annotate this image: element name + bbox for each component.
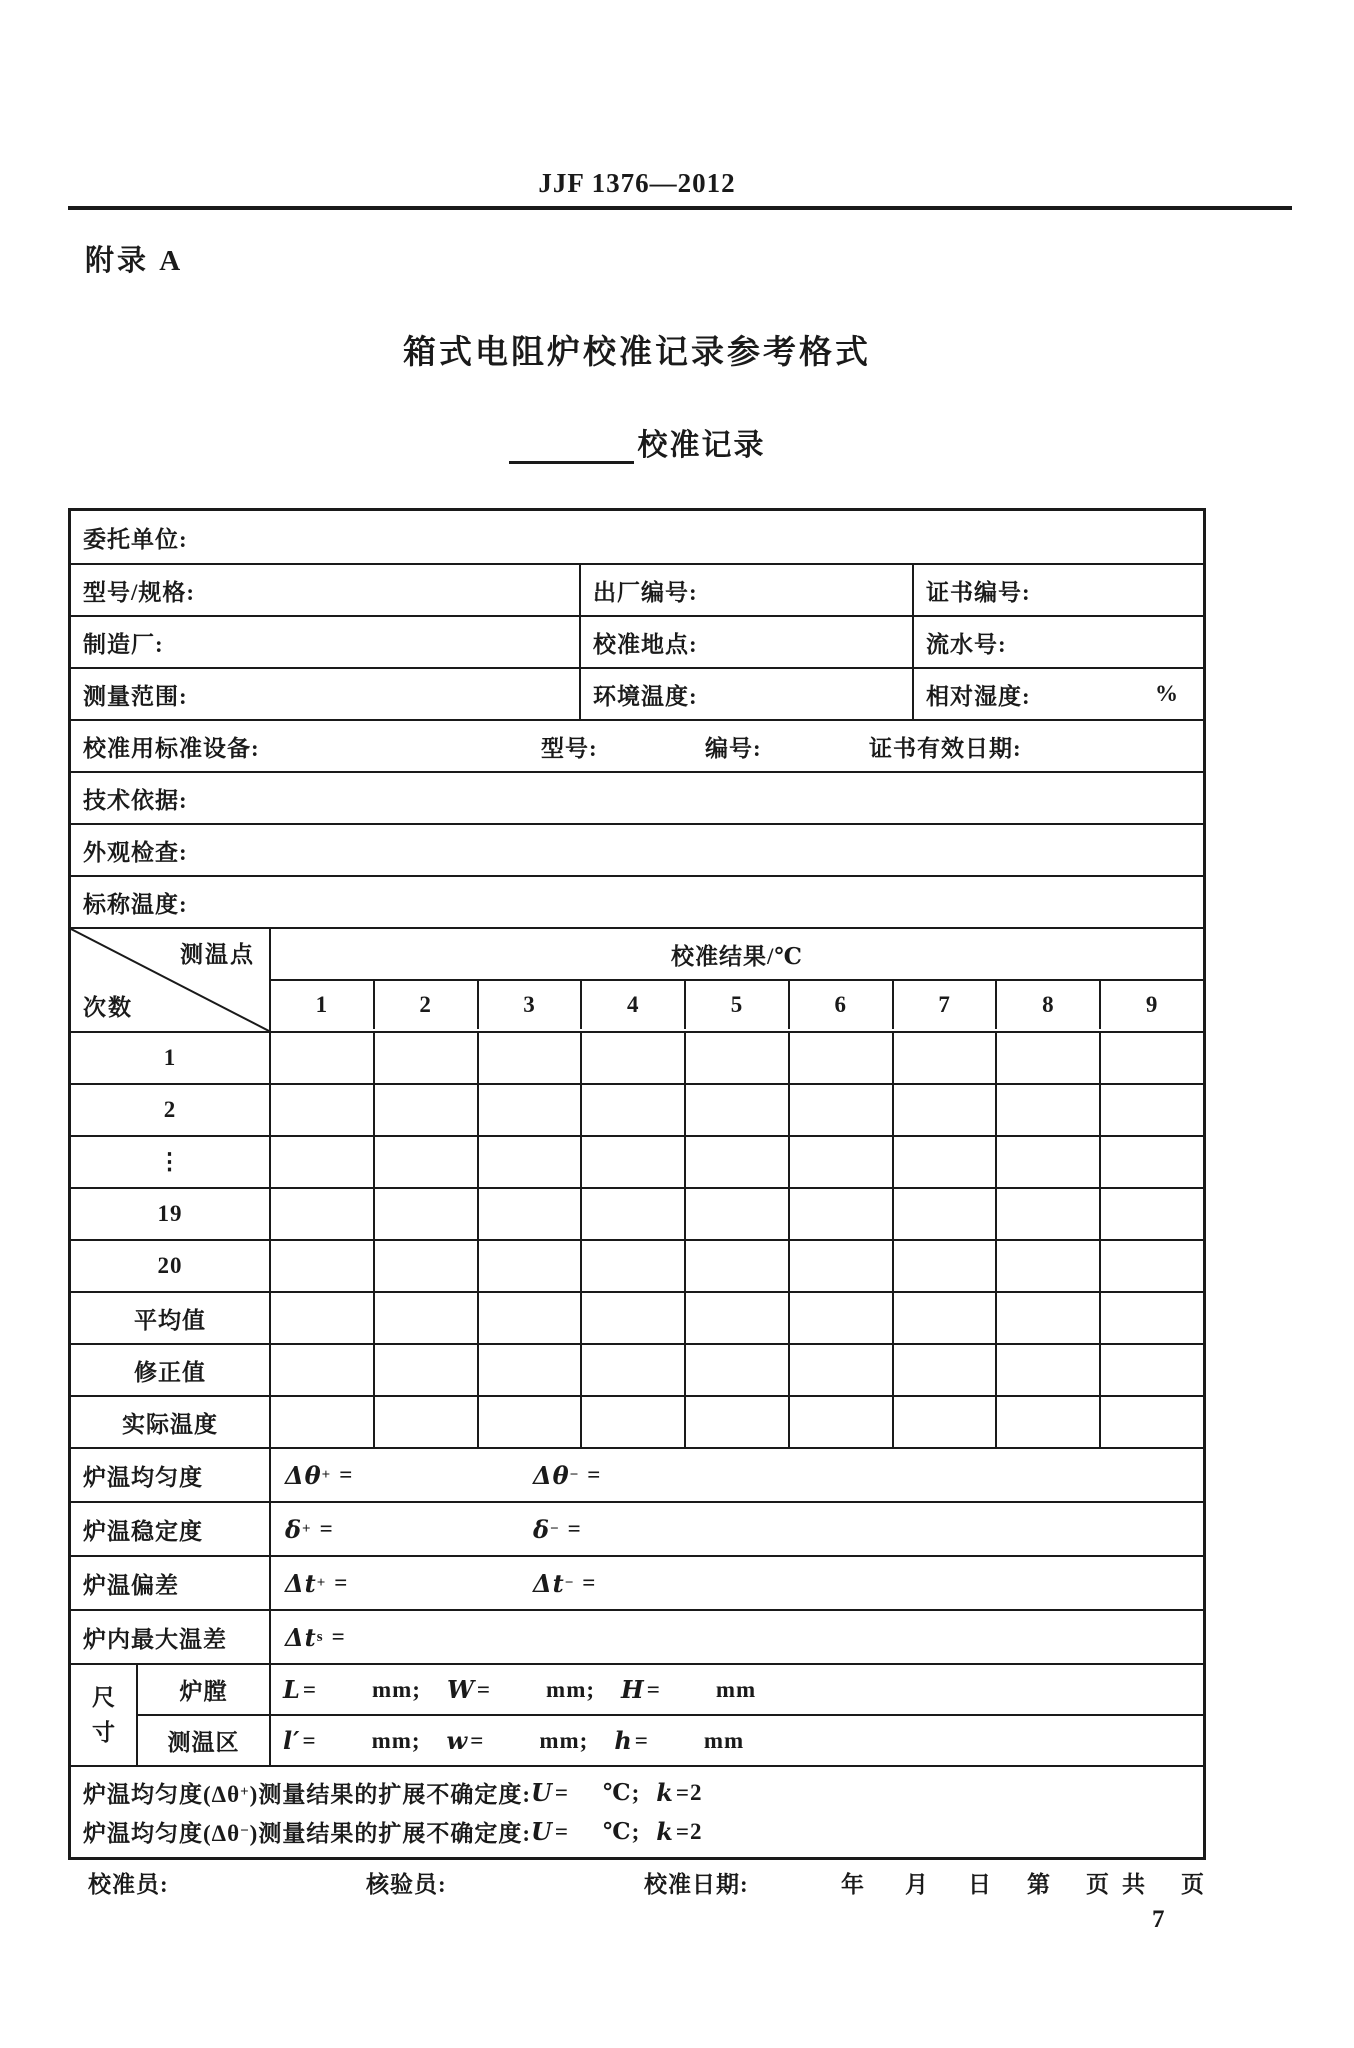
record-title-line bbox=[68, 420, 1206, 464]
matrix-row bbox=[71, 1395, 1203, 1447]
result-cell bbox=[995, 1137, 1099, 1187]
matrix-header-right bbox=[269, 929, 1203, 1031]
equals-sign: = bbox=[646, 1676, 661, 1702]
page-prefix-label: 第 bbox=[1027, 1871, 1051, 1897]
client-label: 委托单位: bbox=[83, 526, 188, 552]
result-cell bbox=[269, 1085, 373, 1135]
equals-sign: = bbox=[302, 1727, 317, 1753]
range-row bbox=[71, 667, 1203, 719]
result-cell bbox=[269, 1189, 373, 1239]
result-cell bbox=[788, 1137, 892, 1187]
math-symbol-u: U bbox=[530, 1817, 553, 1846]
uncertainty-line bbox=[83, 1773, 1191, 1812]
document-title: 箱式电阻炉校准记录参考格式 bbox=[403, 335, 871, 371]
equals-sign: = bbox=[331, 1624, 346, 1649]
result-cell bbox=[580, 1345, 684, 1395]
stat-row bbox=[71, 1609, 1203, 1663]
matrix-row-label: 实际温度 bbox=[122, 1411, 218, 1437]
matrix-row-label: 20 bbox=[157, 1253, 183, 1278]
result-cell bbox=[269, 1137, 373, 1187]
matrix-row-label: 2 bbox=[163, 1097, 177, 1122]
math-symbol: δ bbox=[285, 1514, 303, 1544]
result-cell bbox=[373, 1293, 477, 1343]
result-cell bbox=[580, 1189, 684, 1239]
stat-row bbox=[71, 1501, 1203, 1555]
dimension-rows bbox=[136, 1665, 1203, 1765]
stat-content bbox=[269, 1503, 1203, 1555]
stat-label: 炉温偏差 bbox=[83, 1572, 179, 1598]
uncertainty-text: )测量结果的扩展不确定度: bbox=[249, 1821, 531, 1846]
result-cell bbox=[892, 1397, 996, 1447]
result-cell bbox=[1099, 1293, 1203, 1343]
corner-top-label: 测温点 bbox=[180, 942, 255, 967]
stat-content bbox=[269, 1449, 1203, 1501]
matrix-row-label: 修正值 bbox=[134, 1359, 206, 1385]
nominal-temperature-label: 标称温度: bbox=[83, 891, 188, 917]
dimension-group-char: 寸 bbox=[92, 1720, 115, 1745]
unit-label: mm bbox=[715, 1676, 757, 1702]
serial-number-label: 流水号: bbox=[912, 617, 1203, 667]
result-cell bbox=[580, 1085, 684, 1135]
factory-number-label: 出厂编号: bbox=[579, 565, 912, 615]
stat-symbol bbox=[285, 1569, 348, 1598]
math-symbol: Δθ bbox=[533, 1460, 570, 1490]
result-cell bbox=[269, 1345, 373, 1395]
math-symbol: H bbox=[621, 1675, 645, 1704]
math-symbol: h bbox=[614, 1726, 633, 1755]
result-cell bbox=[373, 1241, 477, 1291]
result-cell bbox=[373, 1397, 477, 1447]
result-cell bbox=[788, 1293, 892, 1343]
math-subscript: + bbox=[302, 1520, 312, 1537]
appendix-label: 附录 A bbox=[85, 245, 184, 277]
calibration-date-label: 校准日期: bbox=[644, 1871, 749, 1897]
stat-symbol bbox=[533, 1449, 601, 1501]
result-cell bbox=[995, 1241, 1099, 1291]
result-cell bbox=[269, 1293, 373, 1343]
matrix-column-header: 2 bbox=[373, 981, 477, 1029]
math-symbol: Δθ bbox=[285, 1460, 322, 1490]
math-subscript: + bbox=[321, 1466, 332, 1483]
matrix-column-header: 7 bbox=[892, 981, 996, 1029]
result-cell bbox=[995, 1033, 1099, 1083]
matrix-column-header: 4 bbox=[580, 981, 684, 1029]
page-number: 7 bbox=[1152, 1906, 1165, 1933]
unit-label: mm; bbox=[371, 1676, 421, 1702]
dimension-segment bbox=[447, 1726, 589, 1755]
page-label-2: 页 bbox=[1181, 1871, 1205, 1897]
dimension-content bbox=[269, 1665, 1203, 1714]
result-cell bbox=[580, 1241, 684, 1291]
verifier-label: 核验员: bbox=[366, 1871, 447, 1897]
result-cell bbox=[373, 1345, 477, 1395]
uncertainty-line bbox=[83, 1812, 1191, 1851]
unit-label: mm; bbox=[371, 1727, 421, 1753]
stat-label: 炉温均匀度 bbox=[83, 1464, 203, 1490]
equals-sign: = bbox=[567, 1516, 582, 1541]
result-cell bbox=[1099, 1137, 1203, 1187]
result-cell bbox=[995, 1397, 1099, 1447]
celsius-unit: ℃; bbox=[603, 1819, 641, 1844]
result-cell bbox=[373, 1033, 477, 1083]
matrix-row-label: ⋮ bbox=[158, 1149, 182, 1174]
dimension-segment bbox=[621, 1675, 756, 1704]
uncertainty-cell bbox=[71, 1765, 1203, 1857]
math-symbol: L bbox=[283, 1675, 301, 1704]
stat-symbol bbox=[285, 1515, 334, 1544]
corner-cell bbox=[71, 929, 269, 1031]
math-subscript: + bbox=[240, 1784, 250, 1800]
dimension-row bbox=[136, 1665, 1203, 1714]
equals-sign: = bbox=[319, 1516, 334, 1541]
calibration-result-header: 校准结果/℃ bbox=[271, 929, 1203, 981]
matrix-columns bbox=[271, 981, 1203, 1029]
matrix-row bbox=[71, 1291, 1203, 1343]
dimension-row bbox=[136, 1714, 1203, 1765]
result-cell bbox=[269, 1033, 373, 1083]
matrix-row bbox=[71, 1239, 1203, 1291]
math-symbol-u: U bbox=[530, 1778, 553, 1807]
result-cell bbox=[477, 1189, 581, 1239]
stat-row bbox=[71, 1447, 1203, 1501]
result-cell bbox=[1099, 1085, 1203, 1135]
of-label: 共 bbox=[1122, 1871, 1146, 1897]
result-cell bbox=[1099, 1345, 1203, 1395]
math-symbol-k: k bbox=[656, 1817, 674, 1846]
dimension-segment bbox=[283, 1726, 421, 1755]
equals-sign: = bbox=[334, 1570, 349, 1595]
visual-row bbox=[71, 823, 1203, 875]
math-subscript: − bbox=[240, 1823, 250, 1839]
uncertainty-text: )测量结果的扩展不确定度: bbox=[249, 1782, 531, 1807]
matrix-row bbox=[71, 1031, 1203, 1083]
client-row bbox=[71, 511, 1203, 563]
equipment-row bbox=[71, 719, 1203, 771]
measuring-range-label: 测量范围: bbox=[83, 683, 188, 709]
cert-valid-label: 证书有效日期: bbox=[869, 735, 1022, 761]
matrix-row bbox=[71, 1083, 1203, 1135]
relative-humidity-cell bbox=[912, 669, 1203, 719]
result-cell bbox=[788, 1085, 892, 1135]
matrix-row-label: 平均值 bbox=[134, 1307, 206, 1333]
year-label: 年 bbox=[841, 1871, 865, 1897]
result-cell bbox=[269, 1241, 373, 1291]
result-cell bbox=[684, 1137, 788, 1187]
dimension-group-char: 尺 bbox=[92, 1685, 115, 1710]
equals-sign: = bbox=[339, 1462, 354, 1487]
matrix-column-header: 8 bbox=[995, 981, 1099, 1029]
equals-sign: =2 bbox=[675, 1779, 703, 1805]
uncertainty-prefix: 炉温均匀度(Δθ bbox=[83, 1821, 241, 1846]
result-cell bbox=[995, 1189, 1099, 1239]
math-subscript: + bbox=[316, 1574, 327, 1591]
result-cell bbox=[788, 1345, 892, 1395]
matrix-row bbox=[71, 1187, 1203, 1239]
result-cell bbox=[684, 1293, 788, 1343]
stat-symbol bbox=[285, 1461, 353, 1490]
unit-label: mm; bbox=[546, 1676, 596, 1702]
matrix-column-header: 5 bbox=[684, 981, 788, 1029]
nominal-row bbox=[71, 875, 1203, 927]
result-cell bbox=[788, 1397, 892, 1447]
visual-inspection-label: 外观检查: bbox=[83, 839, 188, 865]
matrix-row bbox=[71, 1135, 1203, 1187]
math-symbol: W bbox=[446, 1675, 475, 1704]
calibration-place-label: 校准地点: bbox=[579, 617, 912, 667]
equals-sign: =2 bbox=[675, 1818, 703, 1844]
result-cell bbox=[477, 1345, 581, 1395]
manufacturer-row bbox=[71, 615, 1203, 667]
result-cell bbox=[684, 1241, 788, 1291]
dimension-content bbox=[269, 1716, 1203, 1765]
result-cell bbox=[995, 1293, 1099, 1343]
dimensions-section bbox=[71, 1663, 1203, 1765]
corner-bottom-label: 次数 bbox=[83, 995, 133, 1020]
result-cell bbox=[892, 1241, 996, 1291]
footer bbox=[68, 1858, 1248, 1906]
header-rule bbox=[68, 206, 1292, 210]
matrix-row-label: 1 bbox=[163, 1045, 177, 1070]
result-cell bbox=[477, 1033, 581, 1083]
matrix-row-label: 19 bbox=[157, 1201, 183, 1226]
record-title-blank bbox=[509, 425, 634, 464]
result-cell bbox=[788, 1241, 892, 1291]
result-cell bbox=[1099, 1033, 1203, 1083]
result-cell bbox=[373, 1085, 477, 1135]
math-symbol: Δt bbox=[285, 1568, 317, 1598]
result-cell bbox=[684, 1189, 788, 1239]
math-symbol: δ bbox=[533, 1514, 551, 1544]
result-cell bbox=[892, 1189, 996, 1239]
unit-label: mm bbox=[703, 1727, 745, 1753]
result-cell bbox=[684, 1397, 788, 1447]
math-symbol: Δt bbox=[285, 1622, 317, 1652]
result-cell bbox=[995, 1345, 1099, 1395]
result-cell bbox=[892, 1085, 996, 1135]
stat-symbol bbox=[533, 1557, 596, 1609]
matrix-body bbox=[71, 1031, 1203, 1447]
technical-basis-label: 技术依据: bbox=[83, 787, 188, 813]
stat-row bbox=[71, 1555, 1203, 1609]
math-symbol: Δt bbox=[533, 1568, 565, 1598]
result-cell bbox=[580, 1033, 684, 1083]
uncertainty-prefix: 炉温均匀度(Δθ bbox=[83, 1782, 241, 1807]
result-cell bbox=[995, 1085, 1099, 1135]
dimension-label: 炉膛 bbox=[136, 1665, 269, 1714]
result-cell bbox=[684, 1033, 788, 1083]
result-cell bbox=[580, 1137, 684, 1187]
relative-humidity-label: 相对湿度: bbox=[926, 683, 1031, 709]
standard-number: JJF 1376—2012 bbox=[538, 168, 736, 198]
equals-sign: = bbox=[587, 1462, 602, 1487]
math-subscript: − bbox=[550, 1520, 560, 1537]
stat-content bbox=[269, 1557, 1203, 1609]
percent-sign: % bbox=[1155, 681, 1179, 706]
dimension-label: 测温区 bbox=[136, 1716, 269, 1765]
stat-symbol bbox=[285, 1623, 346, 1652]
model-label: 型号: bbox=[541, 735, 598, 761]
equipment-cell bbox=[71, 721, 1203, 771]
result-cell bbox=[580, 1397, 684, 1447]
calibrator-label: 校准员: bbox=[88, 1871, 169, 1897]
equals-sign: = bbox=[470, 1727, 485, 1753]
result-cell bbox=[477, 1293, 581, 1343]
result-cell bbox=[477, 1137, 581, 1187]
result-cell bbox=[684, 1345, 788, 1395]
matrix-column-header: 1 bbox=[315, 992, 329, 1017]
unit-label: mm; bbox=[539, 1727, 589, 1753]
model-spec-label: 型号/规格: bbox=[83, 579, 196, 605]
month-label: 月 bbox=[905, 1871, 929, 1897]
equipment-label: 校准用标准设备: bbox=[83, 735, 260, 761]
celsius-unit: ℃; bbox=[603, 1780, 641, 1805]
result-cell bbox=[477, 1085, 581, 1135]
result-cell bbox=[373, 1189, 477, 1239]
math-symbol-k: k bbox=[656, 1778, 674, 1807]
stats-section bbox=[71, 1447, 1203, 1663]
matrix-row bbox=[71, 1343, 1203, 1395]
result-cell bbox=[684, 1085, 788, 1135]
record-title: 校准记录 bbox=[637, 429, 766, 462]
equals-sign: = bbox=[582, 1570, 597, 1595]
math-subscript: s bbox=[316, 1628, 324, 1645]
matrix-column-header: 9 bbox=[1099, 981, 1203, 1029]
ambient-temperature-label: 环境温度: bbox=[579, 669, 912, 719]
result-cell bbox=[788, 1189, 892, 1239]
manufacturer-label: 制造厂: bbox=[83, 631, 164, 657]
basis-row bbox=[71, 771, 1203, 823]
result-cell bbox=[269, 1397, 373, 1447]
certificate-number-label: 证书编号: bbox=[912, 565, 1203, 615]
equals-sign: = bbox=[634, 1727, 649, 1753]
math-symbol: l′ bbox=[283, 1726, 301, 1755]
dimension-segment bbox=[447, 1675, 595, 1704]
result-cell bbox=[892, 1293, 996, 1343]
stat-content bbox=[269, 1611, 1203, 1663]
result-cell bbox=[1099, 1189, 1203, 1239]
day-label: 日 bbox=[968, 1871, 992, 1897]
result-cell bbox=[477, 1397, 581, 1447]
result-cell bbox=[373, 1137, 477, 1187]
stat-label: 炉内最大温差 bbox=[83, 1626, 227, 1652]
result-cell bbox=[892, 1033, 996, 1083]
page-label: 页 bbox=[1086, 1871, 1110, 1897]
model-row bbox=[71, 563, 1203, 615]
equals-sign: = bbox=[476, 1676, 492, 1702]
result-cell bbox=[580, 1293, 684, 1343]
matrix-column-header: 6 bbox=[788, 981, 892, 1029]
math-symbol: w bbox=[446, 1726, 469, 1755]
result-cell bbox=[892, 1345, 996, 1395]
result-cell bbox=[1099, 1397, 1203, 1447]
result-cell bbox=[1099, 1241, 1203, 1291]
math-subscript: − bbox=[564, 1574, 575, 1591]
number-label: 编号: bbox=[705, 735, 762, 761]
result-cell bbox=[788, 1033, 892, 1083]
result-cell bbox=[892, 1137, 996, 1187]
form-table bbox=[68, 508, 1206, 1860]
math-subscript: − bbox=[569, 1466, 580, 1483]
equals-sign: = bbox=[302, 1676, 317, 1702]
equals-sign: = bbox=[554, 1818, 570, 1844]
equals-sign: = bbox=[554, 1779, 570, 1805]
matrix-header bbox=[71, 927, 1203, 1031]
stat-symbol bbox=[533, 1503, 582, 1555]
dimension-segment bbox=[283, 1675, 421, 1704]
matrix-column-header: 3 bbox=[477, 981, 581, 1029]
dimension-group-label bbox=[71, 1665, 136, 1765]
stat-label: 炉温稳定度 bbox=[83, 1518, 203, 1544]
result-cell bbox=[477, 1241, 581, 1291]
dimension-segment bbox=[614, 1726, 744, 1755]
